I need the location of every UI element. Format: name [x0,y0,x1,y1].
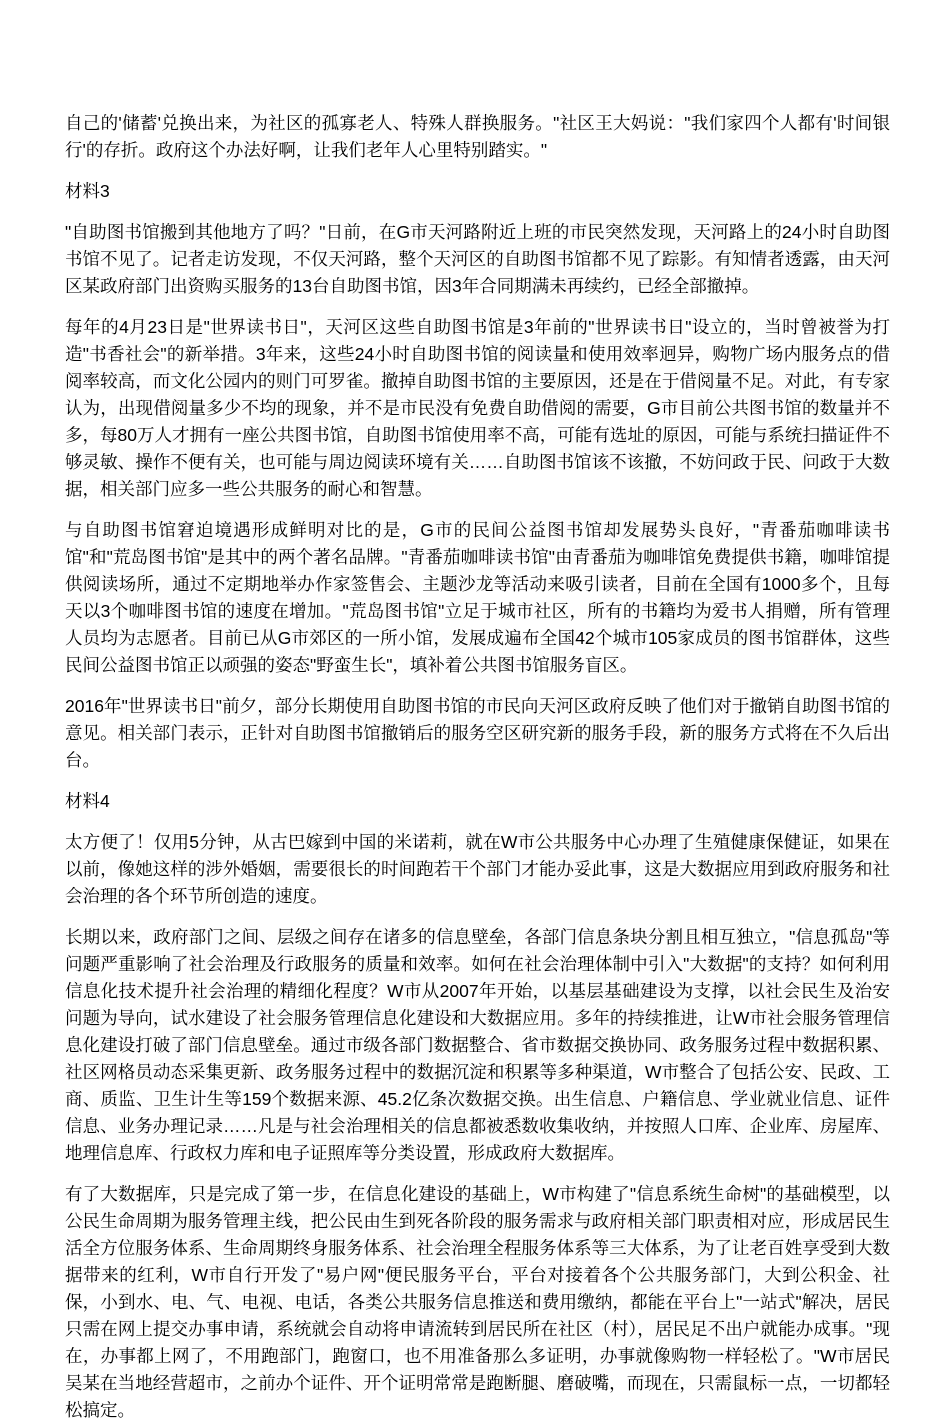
material-3-heading: 材料3 [65,181,110,201]
material-4-heading: 材料4 [65,791,110,811]
paragraph-service-center-speed: 太方便了！仅用5分钟，从古巴嫁到中国的米诺莉，就在W市公共服务中心办理了生殖健康保健证，如果在以前，像她这样的涉外婚姻，需要很长的时间跑若干个部门才能办妥此事，这是大数据应用到政府服务和社会治理的各个环节所创造的速度。 [65,832,890,906]
paragraph-private-libraries: 与自助图书馆窘迫境遇形成鲜明对比的是，G市的民间公益图书馆却发展势头良好，"青番茄咖啡读书馆"和"荒岛图书馆"是其中的两个著名品牌。"青番茄咖啡读书馆"由青番茄为咖啡馆免费提供书籍，咖啡馆提供阅读场所，通过不定期地举办作家签售会、主题沙龙等活动来吸引读者，目前在全国有1000多个，且每天以3个咖啡图书馆的速度在增加。"荒岛图书馆"立足于城市社区，所有的书籍均为爱书人捐赠，所有管理人员均为志愿者。目前已从G市郊区的一所小馆，发展成遍布全国42个城市105家成员的图书馆群体，这些民间公益图书馆正以顽强的姿态"野蛮生长"，填补着公共图书馆服务盲区。 [65,520,890,675]
paragraph-time-bank-conclusion: 自己的'储蓄'兑换出来，为社区的孤寡老人、特殊人群换服务。"社区王大妈说："我们家四个人都有'时间银行'的存折。政府这个办法好啊，让我们老年人心里特别踏实。" [65,113,890,160]
paragraph-information-silos: 长期以来，政府部门之间、层级之间存在诸多的信息壁垒，各部门信息条块分割且相互独立，"信息孤岛"等问题严重影响了社会治理及行政服务的质量和效率。如何在社会治理体制中引入"大数据"的支持？如何利用信息化技术提升社会治理的精细化程度？W市从2007年开始，以基层基础建设为支撑，以社会民生及治安问题为导向，试水建设了社会服务管理信息化建设和大数据应用。多年的持续推进，让W市社会服务管理信息化建设打破了部门信息壁垒。通过市级各部门数据整合、省市数据交换协同、政务服务过程中数据积累、社区网格员动态采集更新、政务服务过程中的数据沉淀和积累等多种渠道，W市整合了包括公安、民政、工商、质监、卫生计生等159个数据来源、45.2亿条次数据交换。出生信息、户籍信息、学业就业信息、证件信息、业务办理记录……凡是与社会治理相关的信息都被悉数收集收纳，并按照人口库、企业库、房屋库、地理信息库、行政权力库和电子证照库等分类设置，形成政府大数据库。 [65,927,890,1163]
paragraph-big-data-platform: 有了大数据库，只是完成了第一步，在信息化建设的基础上，W市构建了"信息系统生命树"的基础模型，以公民生命周期为服务管理主线，把公民由生到死各阶段的服务需求与政府相关部门职责相对应，形成居民生活全方位服务体系、生命周期终身服务体系、社会治理全程服务体系等三大体系，为了让老百姓享受到大数据带来的红利，W市自行开发了"易户网"便民服务平台，平台对接着各个公共服务部门，大到公积金、社保，小到水、电、气、电视、电话，各类公共服务信息推送和费用缴纳，都能在平台上"一站式"解决，居民只需在网上提交办事申请，系统就会自动将申请流转到居民所在社区（村），居民足不出户就能办成事。"现在，办事都上网了，不用跑部门，跑窗口，也不用准备那么多证明，办事就像购物一样轻松了。"W市居民吴某在当地经营超市，之前办个证件、开个证明常常是跑断腿、磨破嘴，而现在，只需鼠标一点，一切都轻松搞定。 [65,1184,890,1420]
paragraph-world-reading-day: 每年的4月23日是"世界读书日"，天河区这些自助图书馆是3年前的"世界读书日"设立的，当时曾被誉为打造"书香社会"的新举措。3年来，这些24小时自助图书馆的阅读量和使用效率迥异，购物广场内服务点的借阅率较高，而文化公园内的则门可罗雀。撤掉自助图书馆的主要原因，还是在于借阅量不足。对此，有专家认为，出现借阅量多少不均的现象，并不是市民没有免费自助借阅的需要，G市目前公共图书馆的数量并不多，每80万人才拥有一座公共图书馆，自助图书馆使用率不高，可能有选址的原因，可能与系统扫描证件不够灵敏、操作不便有关，也可能与周边阅读环境有关……自助图书馆该不该撤，不妨问政于民、问政于大数据，相关部门应多一些公共服务的耐心和智慧。 [65,317,890,499]
paragraph-library-removed: "自助图书馆搬到其他地方了吗？"日前，在G市天河路附近上班的市民突然发现，天河路上的24小时自助图书馆不见了。记者走访发现，不仅天河路，整个天河区的自助图书馆都不见了踪影。有知情者透露，由天河区某政府部门出资购买服务的13台自助图书馆，因3年合同期满未再续约，已经全部撤掉。 [65,222,890,296]
paragraph-citizen-feedback: 2016年"世界读书日"前夕，部分长期使用自助图书馆的市民向天河区政府反映了他们对于撤销自助图书馆的意见。相关部门表示，正针对自助图书馆撤销后的服务空区研究新的服务手段，新的服务方式将在不久后出台。 [65,696,890,770]
